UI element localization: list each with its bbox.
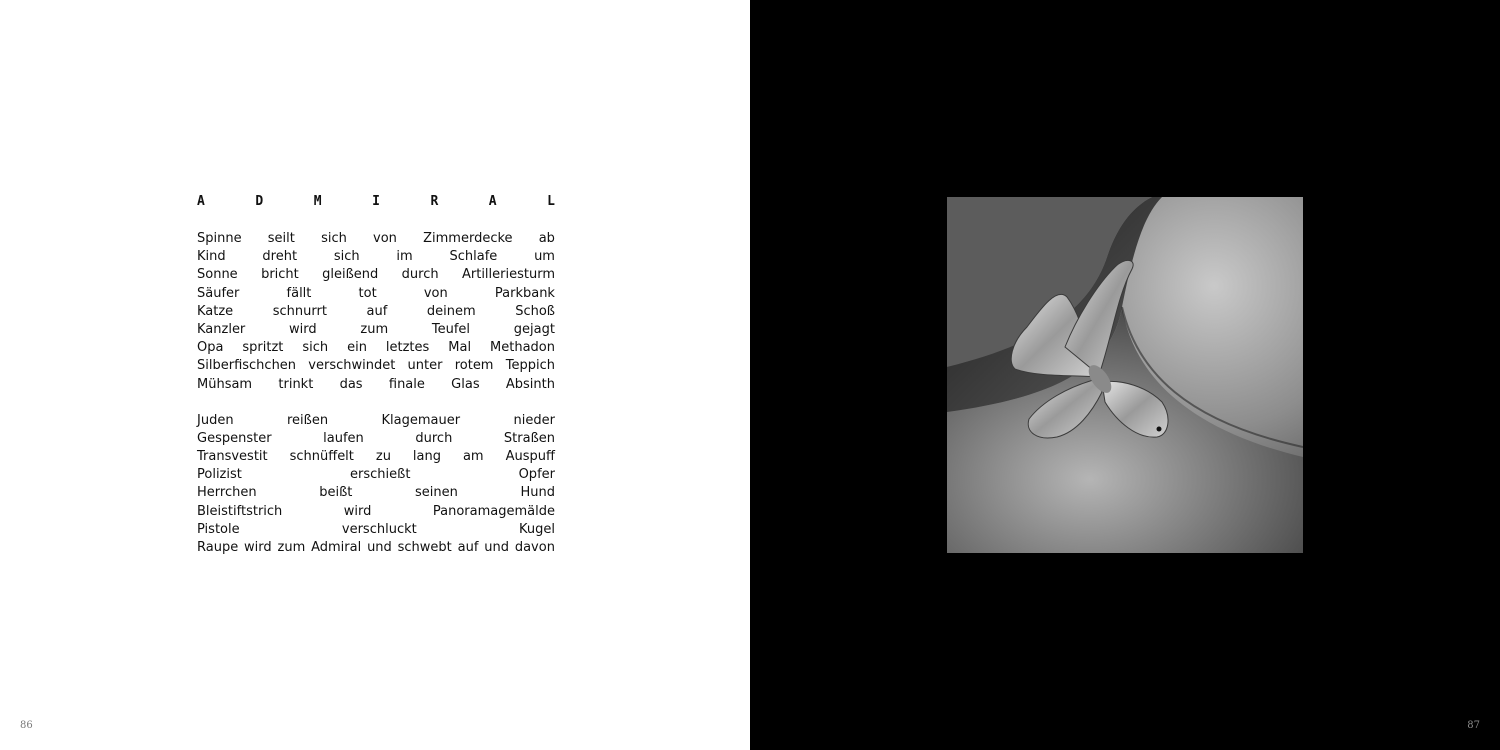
poem-title-letter: D — [255, 194, 264, 209]
poem-line: Transvestit schnüffelt zu lang am Auspuff — [197, 449, 555, 465]
poem-line: Mühsam trinkt das finale Glas Absinth — [197, 376, 555, 392]
moth-on-skin-image — [947, 197, 1303, 553]
poem-line: Pistole verschluckt Kugel — [197, 521, 555, 537]
poem-title-letter: L — [547, 194, 555, 209]
poem-line: Gespenster laufen durch Straßen — [197, 430, 555, 446]
poem-line: Bleistiftstrich wird Panoramagemälde — [197, 503, 555, 519]
poem-line: Herrchen beißt seinen Hund — [197, 485, 555, 501]
poem-line: Kanzler wird zum Teufel gejagt — [197, 321, 555, 337]
poem-title-letter: M — [313, 194, 322, 209]
page-number-left: 86 — [20, 720, 33, 731]
poem-line: Silberfischchen verschwindet unter rotem Teppich — [197, 358, 555, 374]
poem-line: Kind dreht sich im Schlafe um — [197, 249, 555, 265]
poem-title-letter: R — [430, 194, 439, 209]
poem-title-letter: I — [372, 194, 380, 209]
poem-line: Opa spritzt sich ein letztes Mal Methadon — [197, 340, 555, 356]
poem-line: Juden reißen Klagemauer nieder — [197, 412, 555, 428]
poem-line: Raupe wird zum Admiral und schwebt auf und davon — [197, 540, 555, 555]
poem-line: Katze schnurrt auf deinem Schoß — [197, 303, 555, 319]
poem-stanza — [197, 412, 555, 558]
poem-body — [197, 230, 555, 557]
poem-line: Säufer fällt tot von Parkbank — [197, 285, 555, 301]
poem-title-letter: A — [488, 194, 497, 209]
poem-line: Polizist erschießt Opfer — [197, 467, 555, 483]
poem-title-letter: A — [197, 194, 205, 209]
right-page — [750, 0, 1500, 750]
moth-photo — [947, 197, 1303, 553]
poem-stanza — [197, 230, 555, 394]
page-number-right: 87 — [1467, 720, 1480, 731]
poem-line: Spinne seilt sich von Zimmerdecke ab — [197, 231, 555, 246]
poem-line: Sonne bricht gleißend durch Artilleriesturm — [197, 267, 555, 283]
poem — [197, 193, 555, 575]
poem-title — [197, 193, 555, 211]
